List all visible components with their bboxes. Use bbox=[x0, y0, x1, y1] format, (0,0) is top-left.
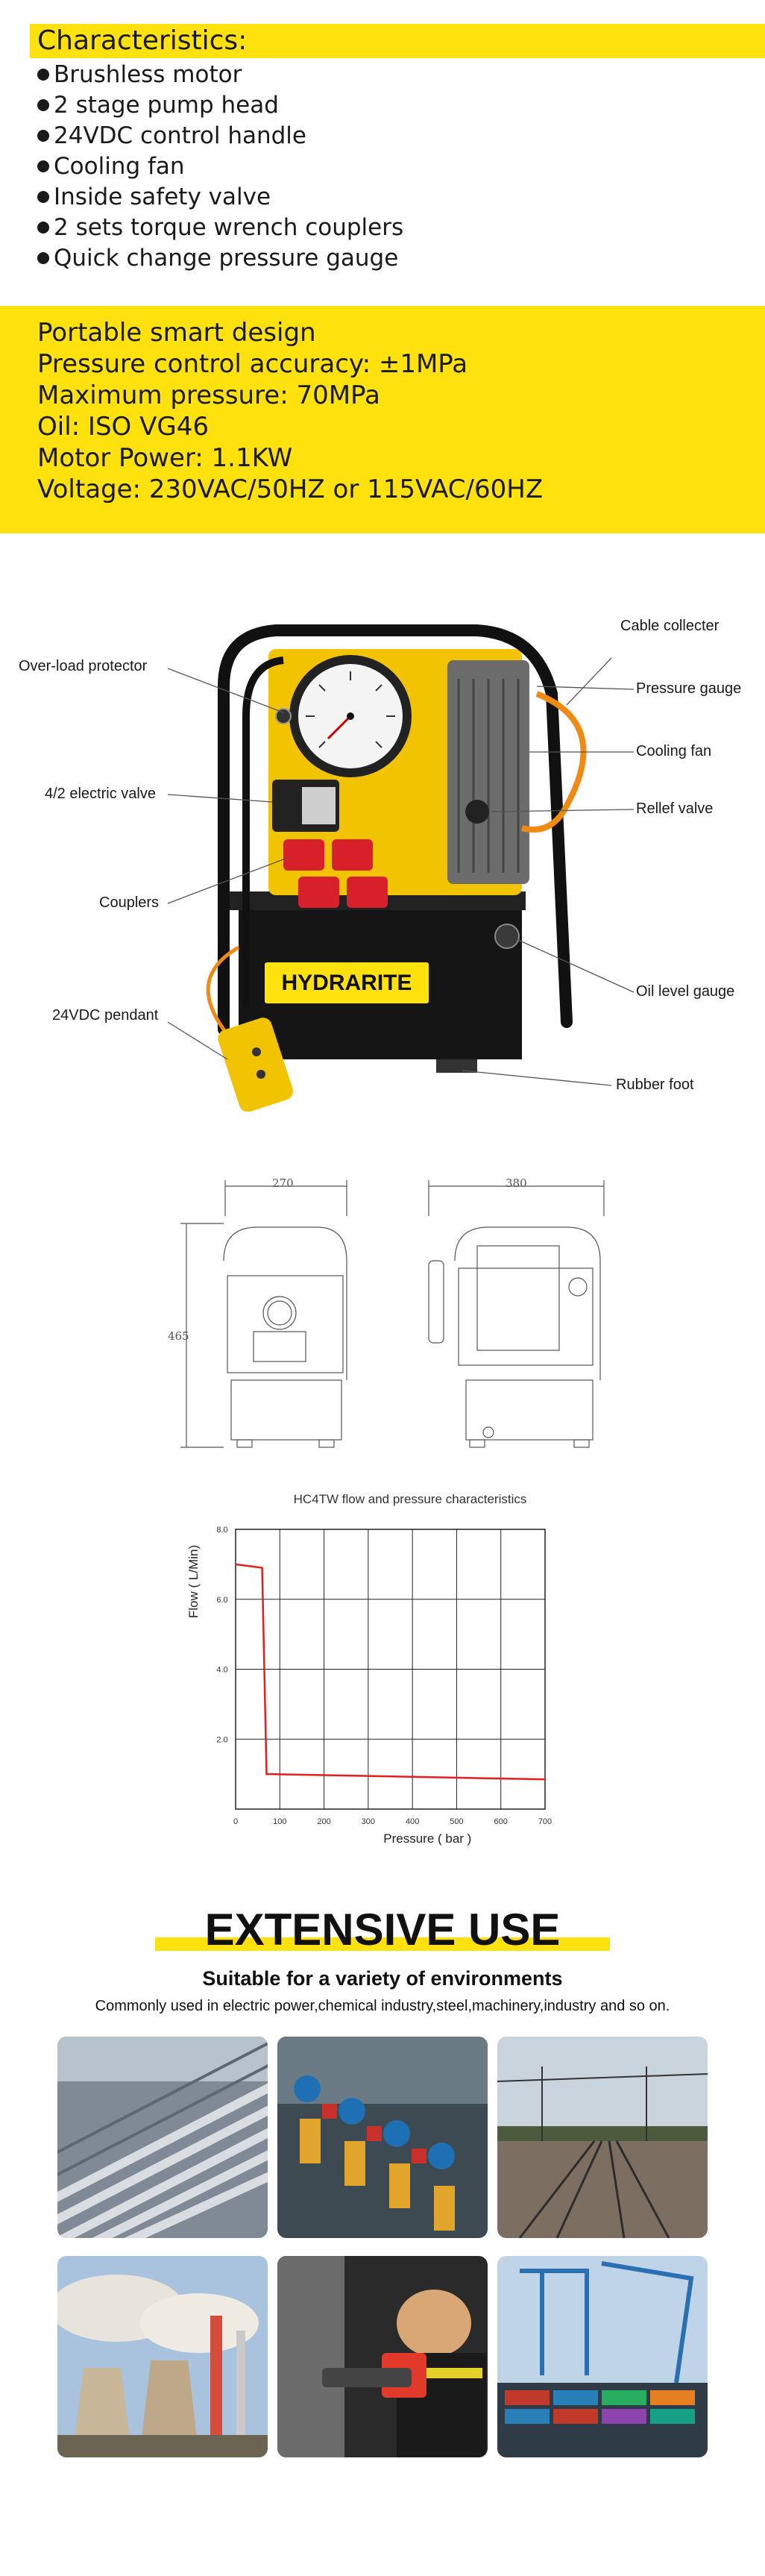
photo-railway bbox=[497, 2037, 708, 2238]
characteristic-item: Inside safety valve bbox=[37, 182, 403, 213]
photo-power-plant bbox=[57, 2256, 268, 2457]
characteristic-item: 24VDC control handle bbox=[37, 121, 403, 151]
callout-electric-valve: 4/2 electric valve bbox=[45, 786, 156, 802]
bullet-icon bbox=[37, 191, 49, 203]
spec-item: Oil: ISO VG46 bbox=[37, 412, 209, 442]
characteristic-item: 2 stage pump head bbox=[37, 90, 403, 121]
bullet-icon bbox=[37, 160, 49, 172]
photo-torque-wrench bbox=[277, 2256, 488, 2457]
bullet-icon bbox=[37, 222, 49, 234]
bullet-icon bbox=[37, 252, 49, 264]
callout-cooling-fan: Cooling fan bbox=[636, 743, 712, 759]
callout-rubber-foot: Rubber foot bbox=[616, 1077, 694, 1093]
callout-relief-valve: Rellef valve bbox=[636, 800, 714, 817]
x-tick-label: 700 bbox=[538, 1817, 552, 1826]
spec-item: Portable smart design bbox=[37, 318, 316, 348]
x-axis-label: Pressure ( bar ) bbox=[383, 1831, 472, 1846]
extensive-subtitle: Suitable for a variety of environments bbox=[202, 1967, 563, 1990]
callout-pressure-gauge: Pressure gauge bbox=[636, 680, 742, 697]
spec-item: Maximum pressure: 70MPa bbox=[37, 380, 380, 410]
characteristic-item: 2 sets torque wrench couplers bbox=[37, 213, 403, 243]
chart-title: HC4TW flow and pressure characteristics bbox=[293, 1492, 527, 1506]
series-line bbox=[236, 1564, 545, 1779]
y-axis-label: Flow ( L/Min) bbox=[186, 1544, 201, 1619]
photo-port-cranes bbox=[497, 2256, 708, 2457]
x-tick-label: 300 bbox=[361, 1817, 376, 1826]
flow-chart bbox=[179, 1514, 611, 1865]
callout-pendant: 24VDC pendant bbox=[52, 1007, 159, 1024]
x-tick-label: 600 bbox=[494, 1817, 508, 1826]
characteristics-title: Characteristics: bbox=[37, 25, 248, 56]
brand-text: HYDRARITE bbox=[281, 971, 412, 995]
y-tick-label: 8.0 bbox=[216, 1526, 228, 1535]
x-tick-label: 400 bbox=[405, 1817, 420, 1826]
y-tick-label: 4.0 bbox=[216, 1665, 228, 1675]
x-tick-label: 100 bbox=[273, 1817, 287, 1826]
spec-list bbox=[37, 317, 543, 505]
bullet-icon bbox=[37, 69, 49, 81]
oil-level-gauge bbox=[495, 924, 519, 948]
spec-item: Motor Power: 1.1KW bbox=[37, 443, 293, 473]
callout-oil-level: Oil level gauge bbox=[636, 983, 735, 1000]
callout-cable: Cable collecter bbox=[620, 618, 720, 634]
characteristic-item: Cooling fan bbox=[37, 151, 403, 182]
y-tick-label: 2.0 bbox=[216, 1735, 228, 1745]
spec-item: Pressure control accuracy: ±1MPa bbox=[37, 349, 468, 379]
callout-couplers: Couplers bbox=[99, 894, 160, 911]
x-tick-label: 200 bbox=[317, 1817, 331, 1826]
dimension-height: 465 bbox=[168, 1329, 189, 1343]
dimension-width-side: 380 bbox=[506, 1176, 527, 1190]
extensive-description: Commonly used in electric power,chemical industry,steel,machinery,industry and so on. bbox=[95, 1998, 670, 2014]
relief-valve bbox=[465, 800, 489, 824]
x-tick-label: 0 bbox=[233, 1817, 239, 1826]
characteristic-item: Brushless motor bbox=[37, 60, 403, 90]
photo-pipes bbox=[57, 2037, 268, 2238]
characteristic-item: Quick change pressure gauge bbox=[37, 243, 403, 274]
x-tick-label: 500 bbox=[450, 1817, 464, 1826]
bullet-icon bbox=[37, 130, 49, 142]
dimension-drawing bbox=[0, 1171, 765, 1462]
extensive-title: EXTENSIVE USE bbox=[204, 1905, 561, 1955]
photo-valves bbox=[277, 2037, 488, 2238]
bullet-icon bbox=[37, 99, 49, 111]
characteristics-list bbox=[37, 60, 403, 274]
y-tick-label: 6.0 bbox=[216, 1595, 228, 1605]
callout-overload: Over-load protector bbox=[19, 658, 148, 674]
spec-item: Voltage: 230VAC/50HZ or 115VAC/60HZ bbox=[37, 474, 544, 504]
dimension-width-front: 270 bbox=[272, 1176, 294, 1190]
